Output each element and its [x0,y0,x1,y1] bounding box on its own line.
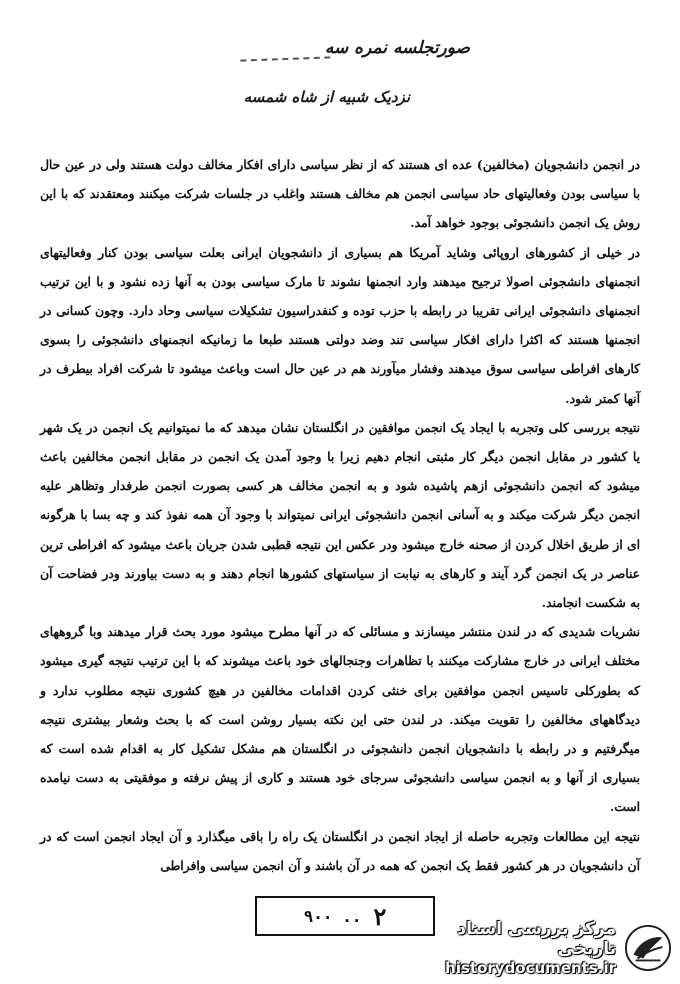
paragraph-4: نشریات شدیدی که در لندن منتشر میسازند و مسائلی که در آنها مطرح میشود مورد بحث قرار میدهند وبا گروههای مختلف ایرانی در خارج مشارکت میکنند با تظاهرات وجنجالهای خود باعث میشوند که با این ترتیب نتیجه گیری میشود که بطورکلی تاسیس انجمن موافقین برای خنثی کردن اقدامات مخالفین در هیچ کشوری نتیجه مطلوب ندارد و دیدگاههای مخالفین را تقویت میکند. در لندن حتی این نکته بسیار روشن است که با بحث وشعار بیشتری نتیجه میگرفتیم و در رابطه با دانشجویان انجمن دانشجوئی در انگلستان هم مشکل تشکیل کار به اقدام شده است که بسیاری از آنها و به انجمن سیاسی دانشجوئی سرجای خود هستند و کاری از پیش نرفته و موفقیتی به دست نیامده است. [40,624,640,815]
document-body [40,150,640,880]
history-documents-logo-icon [624,923,672,973]
paragraph-3: نتیجه بررسی کلی وتجربه با ایجاد یک انجمن موافقین در انگلستان نشان میدهد که ما نمیتوانیم یک انجمن در یک شهر یا کشور در مقابل انجمن دیگر کار مثبتی انجام دهیم زیرا با وجود آمدن یک انجمن در مقابل انجمن مخالفین باعث میشود که انجمن دانشجوئی ازهم پاشیده شود و به انجمن مخالف هر کسی بصورت انجمن طرفدار وتظاهر علیه انجمن دیگر شرکت میکند و به آسانی انجمن دانشجوئی ایرانی نمیتواند با وجود آن همه نفوذ کند و چه بسا با هرگونه ای از طریق اخلال کردن از صحنه خارج میشود ودر عکس این نتیجه قطبی شدن جریان باعث میشود که افراطی ترین عناصر در یک انجمن گرد آیند و کارهای به نیابت از سیاستهای کشورها انجام دهند و به دست بیاورند ودر فضاحت آن به شکست انجامند. [40,419,640,611]
handwritten-heading: صورتجلسه نمره سه [324,38,470,58]
document-mark: ۲ [373,901,387,931]
paragraph-1: در انجمن دانشجویان (مخالفین) عده ای هستند که از نظر سیاسی دارای افکار مخالف دولت هستند ولی در عین حال با سیاسی بودن وفعالیتهای حاد سیاسی انجمن هم مخالف هستند واغلب در جلسات شرکت میکنند ومعتقدند که با این روش یک انجمن دانشجوئی بوجود خواهد آمد. [40,157,640,231]
watermark-title: مرکز بررسی اسناد تاریخی [457,919,617,959]
watermark [402,920,672,976]
document-number: ۹۰۰ .. [303,906,362,926]
paragraph-5: نتیجه این مطالعات وتجربه حاصله از ایجاد انجمن در انگلستان یک راه را باقی میگذارد و آن ایجاد انجمن است که در آن دانشجویان در هر کشور فقط یک انجمن که همه در آن باشند و آن انجمن سیاسی وافراطی [40,828,640,873]
watermark-text [402,919,616,977]
handwritten-subheading: نزدیک شبیه از شاه شمسه [243,88,410,106]
watermark-url: historydocuments.ir [445,959,617,977]
paragraph-2: در خیلی از کشورهای اروپائی وشاید آمریکا هم بسیاری از دانشجویان ایرانی بعلت سیاسی بودن کنار وفعالیتهای انجمنهای دانشجوئی اصولا ترجیح میدهند وارد انجمنها نشوند تا مارک سیاسی بودن به آنها زده نشود و با این ترتیب انجمنهای دانشجوئی ایرانی تقریبا در رابطه با حزب توده و کنفدراسیون تشکیلات سیاسی وحاد دارد. وچون کسانی در انجمنها هستند که اکثرا دارای افکار سیاسی تند وضد دولتی هستند طبعا ما زمانیکه انجمنهای دانشجوئی را بسوی کارهای افراطی سیاسی سوق میدهند وفشار میآورند هم در عین حال است وباعث میشود تا شرکت افراد بیطرف در آنها کمتر شود. [40,244,640,406]
handwritten-scribble [240,38,331,61]
